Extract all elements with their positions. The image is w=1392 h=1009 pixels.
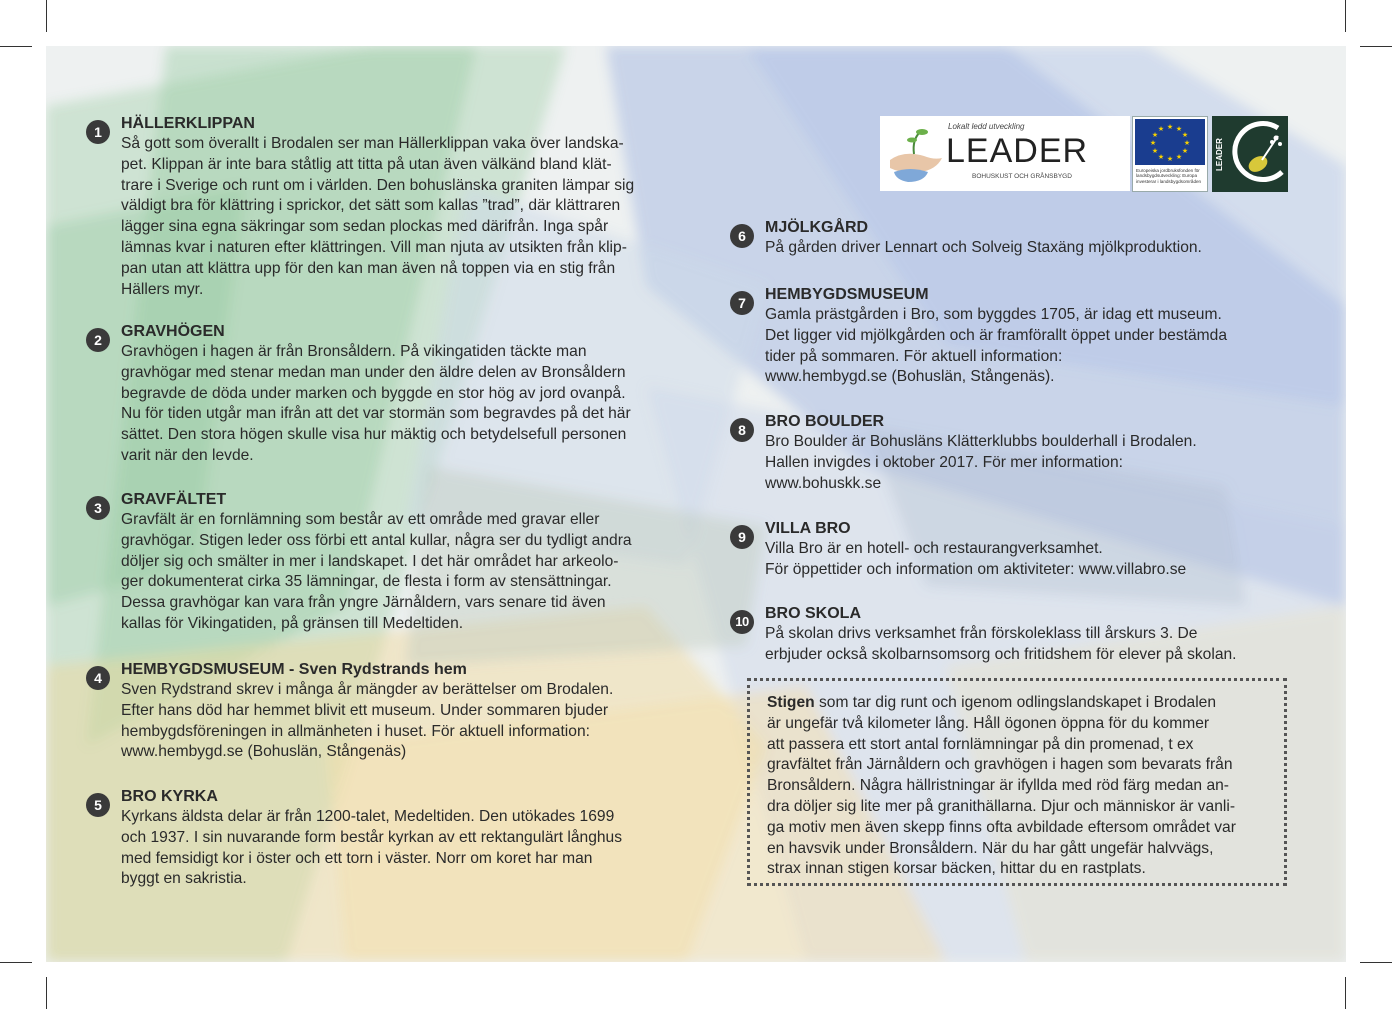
eu-leader-logos [1132,116,1288,192]
leader-bohuskust-logo [880,116,1130,191]
svg-text:★: ★ [1157,125,1165,133]
entry-gravhogen [86,322,706,467]
entry-number-badge: 2 [86,328,110,352]
svg-text:★: ★ [1166,155,1174,163]
svg-text:★: ★ [1151,131,1159,139]
entry-number-badge: 9 [730,525,754,549]
entry-bro-kyrka [86,787,706,890]
eu-logo [1132,116,1208,192]
crop-mark [46,977,47,1009]
svg-text:★: ★ [1166,123,1174,131]
entry-body: Kyrkans äldsta delar är från 1200-talet, Medeltiden. Den utökades 1699 och 1937. I sin nuvarande form består kyrkan av ett rektangulärt långhus med femsidigt kor i öster och ett torn i väster. Norr om koret har man byggt en sakristia. [121,808,623,888]
stigen-info-box [747,678,1287,886]
entry-body: Så gott som överallt i Brodalen ser man Hällerklippan vaka över landska- pet. Klippan är inte bara ståtlig att titta på utan även välkänd bland klät- trare i Sverige och runt om i världen. Den bohuslänska graniten lämpar sig väldigt bra för klättring i sprickor, det sätt som kallas ”trad”, där klättraren lägger sina egna säkringar som sedan plockas med därifrån. Inga spår lämnas kvar i naturen efter klättringen. Vill man njuta av utsikten från klip- pan utan att klättra upp för den kan man även nå toppen via en stig från Hällers myr. [121,135,635,298]
leader-emblem-icon [1228,120,1286,188]
leader-wordmark: LEADER [946,132,1089,170]
svg-text:★: ★ [1183,139,1191,147]
svg-text:★: ★ [1181,147,1189,155]
entry-number-badge: 8 [730,418,754,442]
crop-mark [1345,977,1346,1009]
entry-title: HEMBYGDSMUSEUM [765,286,929,303]
entry-body: Bro Boulder är Bohusläns Klätterklubbs boulderhall i Brodalen. Hallen invigdes i oktober 2017. För mer information: www.bohuskk.se [765,433,1197,492]
entry-body: På skolan drivs verksamhet från förskoleklass till årskurs 3. De erbjuder också skolbarnsomsorg och fritidshem för elever på skolan. [765,625,1237,663]
entry-number-badge: 7 [730,291,754,315]
entry-body: Villa Bro är en hotell- och restaurangverksamhet. För öppettider och information om aktiviteter: www.villabro.se [765,540,1187,578]
stigen-text: som tar dig runt och igenom odlingslandskapet i Brodalen är ungefär två kilometer lång. Håll ögonen öppna för du kommer att passera ett stort antal fornlämningar på din promenad, t ex gravfältet från Järnåldern och gravhögen i hagen som bevarats från Bronsåldern. Några hällristningar är ifyllda med röd färg medan an- dra döljer sig lite mer på granithällarna. Djur och människor är vanli- ga motiv men även skepp finns ofta avbildade eftersom området var en havsvik under Bronsåldern. När du har gått ungefär halvvägs, strax innan stigen korsar bäcken, hittar du en rastplats. [767,694,1236,878]
svg-text:★: ★ [1151,147,1159,155]
entry-number-badge: 1 [86,120,110,144]
eu-caption: Europeiska jordbruksfonden för landsbygdsutveckling: Europa investerar i landsbygdsområden [1136,168,1202,184]
crop-mark [0,46,32,47]
hands-leaf-icon [884,120,948,190]
entry-number-badge: 4 [86,666,110,690]
entry-body: På gården driver Lennart och Solveig Staxäng mjölkproduktion. [765,239,1202,256]
crop-mark [1360,962,1392,963]
entry-body: Gravfält är en fornlämning som består av ett område med gravar eller gravhögar. Stigen leder oss förbi ett antal kullar, några ser du tydligt andra döljer sig och smälter in mer i landskapet. I det här området har arkeolo- ger dokumenterat cirka 35 lämningar, de flesta i form av stensättningar. Dessa gravhögar kan vara från yngre Järnåldern, vars senare tid även kallas för Vikingatiden, på gränsen till Medeltiden. [121,511,632,632]
entry-number-badge: 10 [730,610,754,634]
svg-text:★: ★ [1157,153,1165,161]
entry-hallerklippan [86,114,706,300]
svg-text:★: ★ [1175,125,1183,133]
entry-title: HÄLLERKLIPPAN [121,115,255,132]
entry-body: Sven Rydstrand skrev i många år mängder av berättelser om Brodalen. Efter hans död har hemmet blivit ett museum. Under sommaren bjuder hembygdsföreningen in allmänheten i huset. För aktuell information: www.hembygd.se (Bohuslän, Stångenäs) [121,681,614,761]
stigen-lead: Stigen [767,694,815,711]
svg-text:★: ★ [1149,139,1157,147]
entry-title: BRO BOULDER [765,413,885,430]
leader-vertical-text: LEADER [1215,138,1224,172]
entry-body: Gravhögen i hagen är från Bronsåldern. På vikingatiden täckte man gravhögar med stenar medan man under den äldre delen av Bronsåldern begravde de döda under marken och byggde en stor hög av jord ovanpå. Nu för tiden utgår man ifrån att det var stormän som begravdes på det här sättet. Den stora högen skulle visa hur mäktig och betydelsefull personen varit när den levde. [121,343,631,464]
entry-title: GRAVHÖGEN [121,323,225,340]
crop-mark [0,962,32,963]
entry-title: BRO SKOLA [765,605,861,622]
entry-title: GRAVFÄLTET [121,491,227,508]
entry-bro-boulder [730,412,1330,494]
leader-subtitle: BOHUSKUST OCH GRÅNSBYGD [972,173,1072,180]
entry-number-badge: 6 [730,224,754,248]
leader-tagline: Lokalt ledd utveckling [948,122,1025,131]
crop-mark [1360,46,1392,47]
entry-title: HEMBYGDSMUSEUM - Sven Rydstrands hem [121,661,467,678]
entry-number-badge: 3 [86,496,110,520]
entry-gravfaltet [86,490,706,635]
entry-number-badge: 5 [86,793,110,817]
svg-text:★: ★ [1181,131,1189,139]
entry-bro-skola [730,604,1330,666]
crop-mark [46,0,47,32]
entry-title: VILLA BRO [765,520,851,537]
entry-villa-bro [730,519,1330,581]
brochure-page [46,46,1346,962]
entry-mjolkgard [730,218,1330,259]
entry-title: MJÖLKGÅRD [765,219,869,236]
entry-body: Gamla prästgården i Bro, som byggdes 1705, är idag ett museum. Det ligger vid mjölkgården och är framförallt öppet under bestämda tider på sommaren. För aktuell information: www.hembygd.se (Bohuslän, Stångenäs). [765,306,1227,386]
leader-eu-logo [1212,116,1288,192]
entry-title: BRO KYRKA [121,788,218,805]
entry-hembygdsmuseum [730,285,1330,388]
svg-text:★: ★ [1175,153,1183,161]
crop-mark [1345,0,1346,32]
entry-hembygdsmuseum-sven [86,660,706,763]
eu-flag-icon [1135,119,1205,165]
